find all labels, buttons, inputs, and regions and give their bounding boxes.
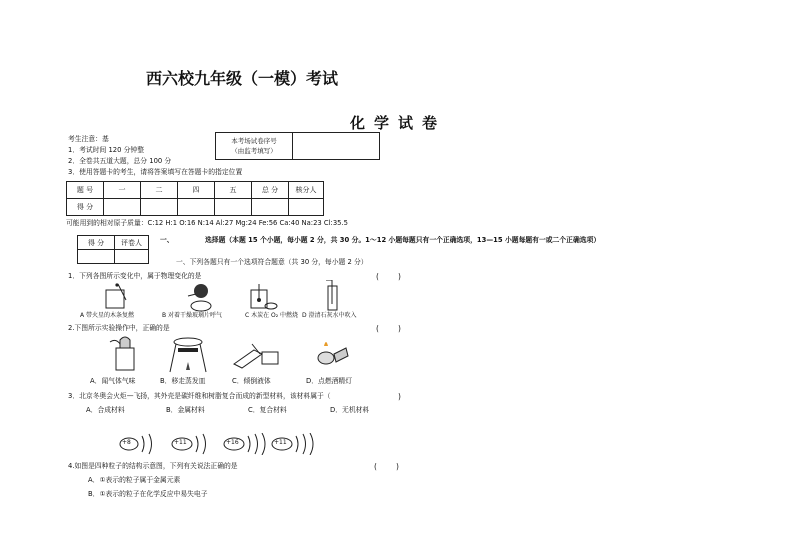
grader-score-cell[interactable]: [78, 250, 115, 264]
q4-paren: ( ): [374, 462, 399, 471]
structure-2-label: +11: [174, 439, 187, 446]
q2-option-a: A．闻气体气味: [90, 377, 136, 385]
structure-1: [118, 433, 162, 455]
q1-option-b: B 对着干燥玻璃片呼气: [162, 312, 223, 319]
q3-stem: 3．北京冬奥会火炬—飞扬，其外壳是碳纤维和树脂复合而成的新型材料，该材料属于（: [68, 392, 331, 400]
notes-item-2: 2．全卷共五道大题，总分 100 分: [68, 157, 172, 165]
q1-illustration-d: [322, 280, 344, 314]
q1-stem: 1．下列各图所示变化中，属于物理变化的是: [68, 272, 202, 280]
score-cell[interactable]: [178, 199, 215, 216]
q3-option-c: C．复合材料: [248, 406, 287, 414]
section1-number: 一、: [160, 236, 174, 244]
q2-option-b: B．移走蒸发皿: [160, 377, 206, 385]
structure-4-label: +11: [274, 439, 287, 446]
grader-name-label: 评卷人: [115, 236, 149, 250]
structure-4: [270, 433, 322, 455]
notes-item-1: 1．考试时间 120 分钟整: [68, 146, 144, 154]
q2-illustration-a: [108, 334, 142, 374]
section1-sub: 一、下列各题只有一个选项符合题意（共 30 分，每小题 2 分）: [176, 258, 368, 266]
atomic-mass-line: 可能用到的相对原子质量：C:12 H:1 O:16 N:14 Al:27 Mg:24 Fe:56 Ca:40 Na:23 Cl:35.5: [66, 219, 348, 227]
grader-name-cell[interactable]: [115, 250, 149, 264]
q1-paren: ( ): [376, 272, 401, 281]
q2-illustration-d: [310, 336, 350, 370]
subject-title: 化学试卷: [350, 114, 447, 132]
q1-illustration-c: [247, 284, 281, 312]
structure-3: [222, 433, 270, 455]
score-cell[interactable]: [252, 199, 289, 216]
score-table: [66, 181, 324, 216]
q1-option-a: A 带火星的木条复燃: [80, 312, 135, 319]
seat-number-value[interactable]: [293, 133, 380, 160]
q2-stem: 2.下图所示实验操作中，正确的是: [68, 324, 170, 332]
notes-item-3: 3．使用答题卡的考生，请将答案填写在答题卡的指定位置: [68, 168, 243, 176]
structure-3-label: +16: [226, 439, 239, 446]
structure-2: [170, 433, 218, 455]
q1-option-d: D 澄清石灰水中吹入: [302, 312, 357, 319]
q4-option-a: A．①表示的粒子属于金属元素: [88, 476, 181, 484]
q4-stem: 4.如图是四种粒子的结构示意图，下列有关说法正确的是: [68, 462, 238, 470]
score-cell[interactable]: [141, 199, 178, 216]
score-header-cell: 二: [141, 182, 178, 199]
q3-option-d: D．无机材料: [330, 406, 370, 414]
score-row-label: 得 分: [67, 199, 104, 216]
q3-option-b: B．金属材料: [166, 406, 205, 414]
q3-paren: ): [398, 392, 401, 401]
q2-option-d: D．点燃酒精灯: [306, 377, 353, 385]
score-header-cell: 五: [215, 182, 252, 199]
score-header-cell: 总 分: [252, 182, 289, 199]
q3-option-a: A．合成材料: [86, 406, 125, 414]
section1-title: 选择题（本题 15 个小题，每小题 2 分，共 30 分。1～12 小题每题只有一个正确选项，13—15 小题每题有一或二个正确选项）: [205, 236, 601, 244]
score-header-cell: 四: [178, 182, 215, 199]
score-header-cell: 一: [104, 182, 141, 199]
q2-illustration-b: [166, 334, 210, 376]
seat-number-box: [215, 132, 380, 160]
q2-option-c: C．倾倒液体: [232, 377, 271, 385]
structure-1-label: +8: [122, 439, 131, 446]
score-header-cell: 核分人: [289, 182, 324, 199]
score-cell[interactable]: [289, 199, 324, 216]
seat-number-label-line2: （由监考填写）: [231, 147, 277, 155]
score-header-cell: 题 号: [67, 182, 104, 199]
q1-illustration-a: [100, 282, 136, 312]
q2-paren: ( ): [376, 324, 401, 333]
notes-heading-tail: 基: [101, 135, 109, 143]
grader-table: [77, 235, 149, 264]
q2-illustration-c: [232, 340, 282, 370]
notes-heading: [68, 135, 109, 144]
notes-heading-label: 考生注意：: [68, 135, 102, 143]
q4-option-b: B．①表示的粒子在化学反应中易失电子: [88, 490, 208, 498]
q1-option-c: C 木炭在 O₂ 中燃烧: [245, 312, 299, 319]
score-cell[interactable]: [215, 199, 252, 216]
seat-number-label: [216, 133, 293, 160]
grader-score-label: 得 分: [78, 236, 115, 250]
seat-number-label-line1: 本考场试卷序号: [231, 137, 277, 145]
q1-illustration-b: [186, 282, 216, 312]
exam-title: 西六校九年级（一模）考试: [146, 69, 339, 88]
score-cell[interactable]: [104, 199, 141, 216]
